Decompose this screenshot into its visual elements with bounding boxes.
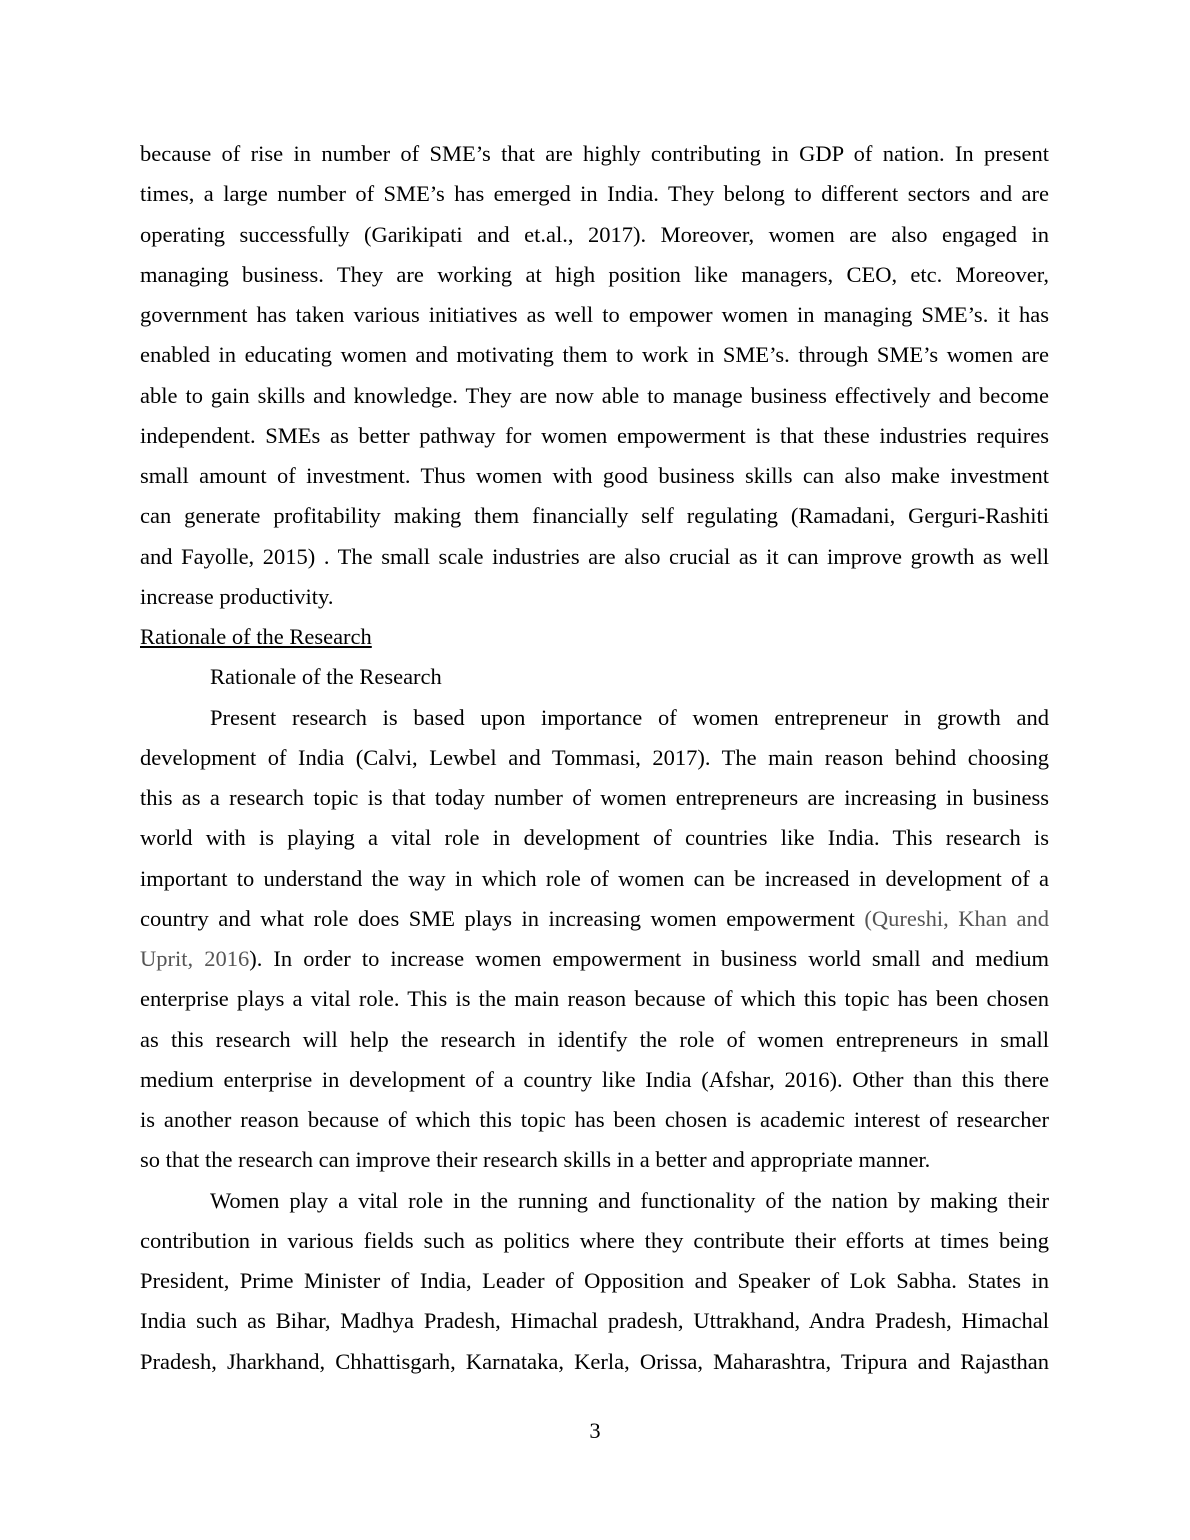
citation-text: (Qureshi, Khan and: [864, 905, 1049, 931]
text-line: because of rise in number of SME’s that are highly contributing in GDP of nation. In present: [140, 141, 1049, 166]
text-line: medium enterprise in development of a country like India (Afshar, 2016). Other than this there: [140, 1066, 1049, 1092]
text-line: President, Prime Minister of India, Leader of Opposition and Speaker of Lok Sabha. States in: [140, 1268, 1049, 1293]
text-line: India such as Bihar, Madhya Pradesh, Himachal pradesh, Uttrakhand, Andra Pradesh, Himachal: [140, 1308, 1049, 1334]
text-line: independent. SMEs as better pathway for women empowerment is that these industries requires: [140, 422, 1049, 448]
text-line: [140, 939, 1049, 979]
text-line: managing business. They are working at high position like managers, CEO, etc. Moreover,: [140, 261, 1049, 287]
text-line: [140, 899, 1049, 939]
text-line: this as a research topic is that today number of women entrepreneurs are increasing in business: [140, 785, 1049, 810]
text-line: times, a large number of SME’s has emerged in India. They belong to different sectors and are: [140, 181, 1049, 207]
text-line: as this research will help the research in identify the role of women entrepreneurs in small: [140, 1026, 1049, 1052]
text-line: contribution in various fields such as politics where they contribute their efforts at times being: [140, 1227, 1049, 1253]
text-line: government has taken various initiatives as well to empower women in managing SME’s. it has: [140, 302, 1049, 327]
text-line: development of India (Calvi, Lewbel and Tommasi, 2017). The main reason behind choosing: [140, 744, 1049, 770]
citation-text: Uprit, 2016: [140, 946, 250, 971]
text-line: enabled in educating women and motivating them to work in SME’s. through SME’s women are: [140, 342, 1049, 368]
text-line: small amount of investment. Thus women with good business skills can also make investment: [140, 463, 1049, 488]
text-line: world with is playing a vital role in development of countries like India. This research is: [140, 825, 1049, 851]
text-line: operating successfully (Garikipati and et.al., 2017). Moreover, women are also engaged in: [140, 221, 1049, 247]
document-page: [140, 134, 1049, 1382]
text-line: increase productivity.: [140, 583, 334, 609]
paragraph-3: [140, 1181, 1049, 1382]
text-segment: country and what role does SME plays in increasing women empowerment: [140, 905, 865, 931]
page-number: 3: [589, 1418, 601, 1443]
text-line: Present research is based upon importance of women entrepreneur in growth and: [210, 704, 1049, 730]
section-heading: Rationale of the Research: [140, 624, 372, 649]
text-segment: ). In order to increase women empowerment in business world small and medium: [249, 946, 1049, 971]
text-line: able to gain skills and knowledge. They are now able to manage business effectively and become: [140, 382, 1049, 408]
paragraph-1: [140, 134, 1049, 617]
text-line: can generate profitability making them financially self regulating (Ramadani, Gerguri-Rashiti: [140, 503, 1049, 529]
text-line: and Fayolle, 2015) . The small scale industries are also crucial as it can improve growth as well: [140, 543, 1049, 569]
text-line: enterprise plays a vital role. This is the main reason because of which this topic has been chosen: [140, 986, 1049, 1012]
subheading: Rationale of the Research: [210, 664, 442, 690]
text-line: important to understand the way in which role of women can be increased in development of a: [140, 865, 1049, 891]
text-line: so that the research can improve their research skills in a better and appropriate manner.: [140, 1147, 931, 1173]
text-line: is another reason because of which this topic has been chosen is academic interest of researcher: [140, 1107, 1049, 1132]
text-line: Pradesh, Jharkhand, Chhattisgarh, Karnataka, Kerla, Orissa, Maharashtra, Tripura and Rajasthan: [140, 1348, 1049, 1374]
paragraph-2: [140, 698, 1049, 1181]
text-line: Women play a vital role in the running and functionality of the nation by making their: [210, 1187, 1049, 1213]
